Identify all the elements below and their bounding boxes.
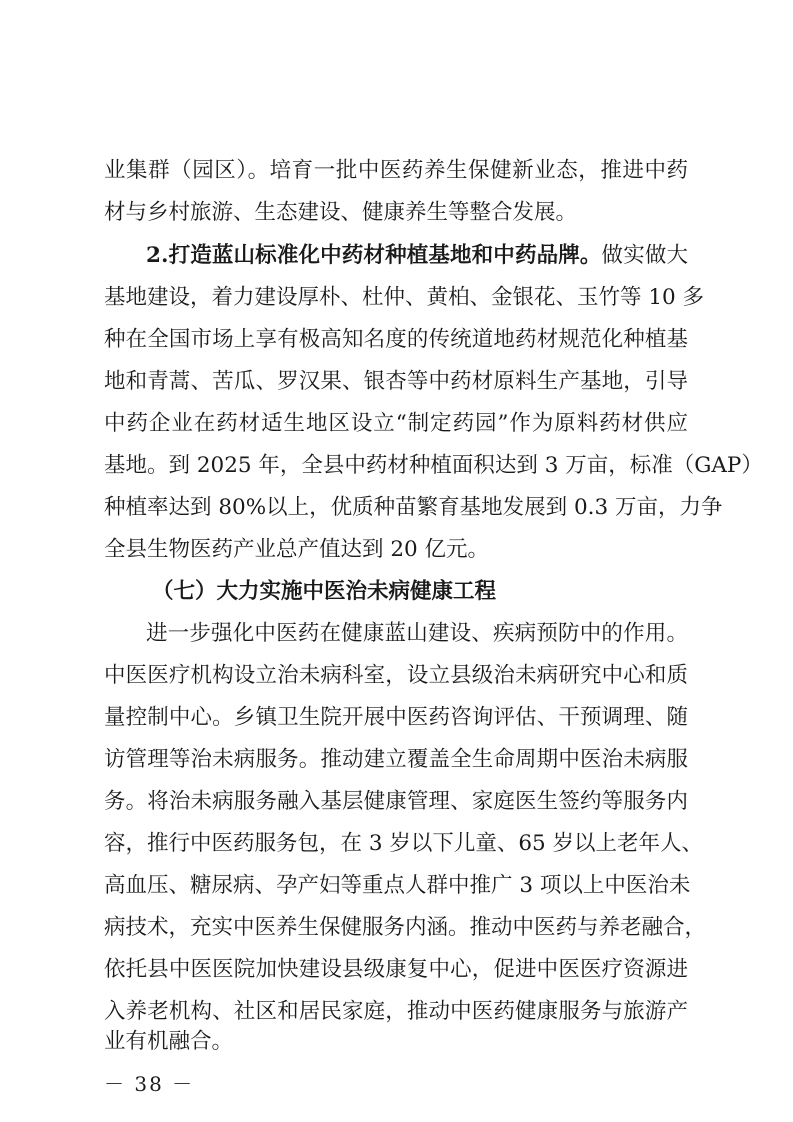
- body-line: 业有机融合。: [104, 1029, 234, 1054]
- body-line: 容，推行中医药服务包，在 3 岁以下儿童、65 岁以上老年人、: [104, 831, 704, 856]
- body-line: 病技术，充实中医养生保健服务内涵。推动中医药与养老融合，: [104, 915, 707, 940]
- section-heading: （七）大力实施中医治未病健康工程: [152, 579, 497, 604]
- body-line: 入养老机构、社区和居民家庭，推动中医药健康服务与旅游产: [104, 999, 688, 1024]
- body-line: 材与乡村旅游、生态建设、健康养生等整合发展。: [104, 200, 578, 225]
- body-line: 依托县中医医院加快建设县级康复中心，促进中医医疗资源进: [104, 957, 688, 982]
- body-line: 中药企业在药材适生地区设立“制定药园”作为原料药材供应: [104, 411, 688, 436]
- body-line: 业集群（园区）。培育一批中医药养生保健新业态，推进中药: [104, 158, 688, 183]
- subsection-heading: 2.打造蓝山标准化中药材种植基地和中药品牌。: [146, 243, 602, 268]
- body-line: 地和青蒿、苦瓜、罗汉果、银杏等中药材原料生产基地，引导: [104, 369, 688, 394]
- body-line: 务。将治未病服务融入基层健康管理、家庭医生签约等服务内: [104, 789, 688, 814]
- body-line: 进一步强化中医药在健康蓝山建设、疾病预防中的作用。: [146, 621, 688, 646]
- body-line: 量控制中心。乡镇卫生院开展中医药咨询评估、干预调理、随: [104, 705, 688, 730]
- body-text: 做实做大: [601, 243, 688, 268]
- body-line: 高血压、糖尿病、孕产妇等重点人群中推广 3 项以上中医治未: [104, 873, 691, 898]
- subsection-paragraph-first-line: [146, 245, 688, 267]
- page-number: － 38 －: [104, 1072, 195, 1096]
- body-line: 中医医疗机构设立治未病科室，设立县级治未病研究中心和质: [104, 663, 688, 688]
- body-line: 种植率达到 80%以上，优质种苗繁育基地发展到 0.3 万亩，力争: [104, 495, 723, 520]
- body-line: 基地。到 2025 年，全县中药材种植面积达到 3 万亩，标准（GAP）: [104, 453, 763, 478]
- body-line: 全县生物医药产业总产值达到 20 亿元。: [104, 537, 490, 562]
- body-line: 访管理等治未病服务。推动建立覆盖全生命周期中医治未病服: [104, 747, 688, 772]
- body-line: 种在全国市场上享有极高知名度的传统道地药材规范化种植基: [104, 327, 688, 352]
- body-line: 基地建设，着力建设厚朴、杜仲、黄柏、金银花、玉竹等 10 多: [104, 285, 705, 310]
